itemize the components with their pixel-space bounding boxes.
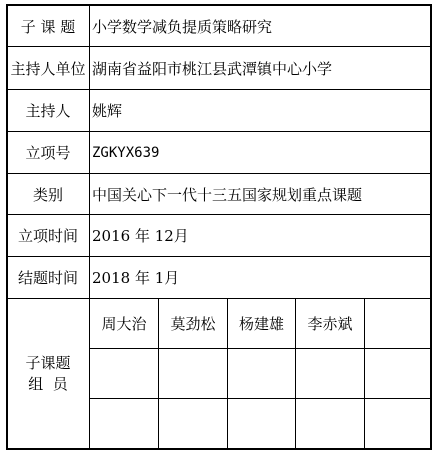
project-number-value: ZGKYX639 [92,144,160,161]
subproject-title-label: 子 课 题 [20,17,76,36]
completion-date-value: 2018 年 1月 [92,269,180,287]
completion-date-label: 结题时间 [17,269,78,287]
members-label-line2: 组 员 [28,375,68,393]
member-name: 李赤斌 [307,314,353,333]
approval-date-label: 立项时间 [17,227,78,245]
member-name [365,298,430,348]
subproject-title-value: 小学数学减负提质策略研究 [92,17,273,36]
project-number-label: 立项号 [25,144,71,162]
host-unit-value: 湖南省益阳市桃江县武潭镇中心小学 [92,59,333,78]
category-label: 类别 [32,185,63,204]
host-value: 姚辉 [92,102,123,120]
members-label [8,298,88,450]
member-name: 杨建雄 [238,314,284,333]
host-label: 主持人 [25,102,71,120]
member-row-divider [90,398,432,399]
member-name: 莫劲松 [170,314,216,333]
category-value: 中国关心下一代十三五国家规划重点课题 [92,185,363,204]
members-label-line1: 子课题 [25,354,71,372]
member-name: 周大治 [101,314,147,333]
member-row-divider [90,348,432,349]
approval-date-value: 2016 年 12月 [92,227,189,245]
label-column-divider [89,4,90,450]
host-unit-label: 主持人单位 [10,59,86,78]
